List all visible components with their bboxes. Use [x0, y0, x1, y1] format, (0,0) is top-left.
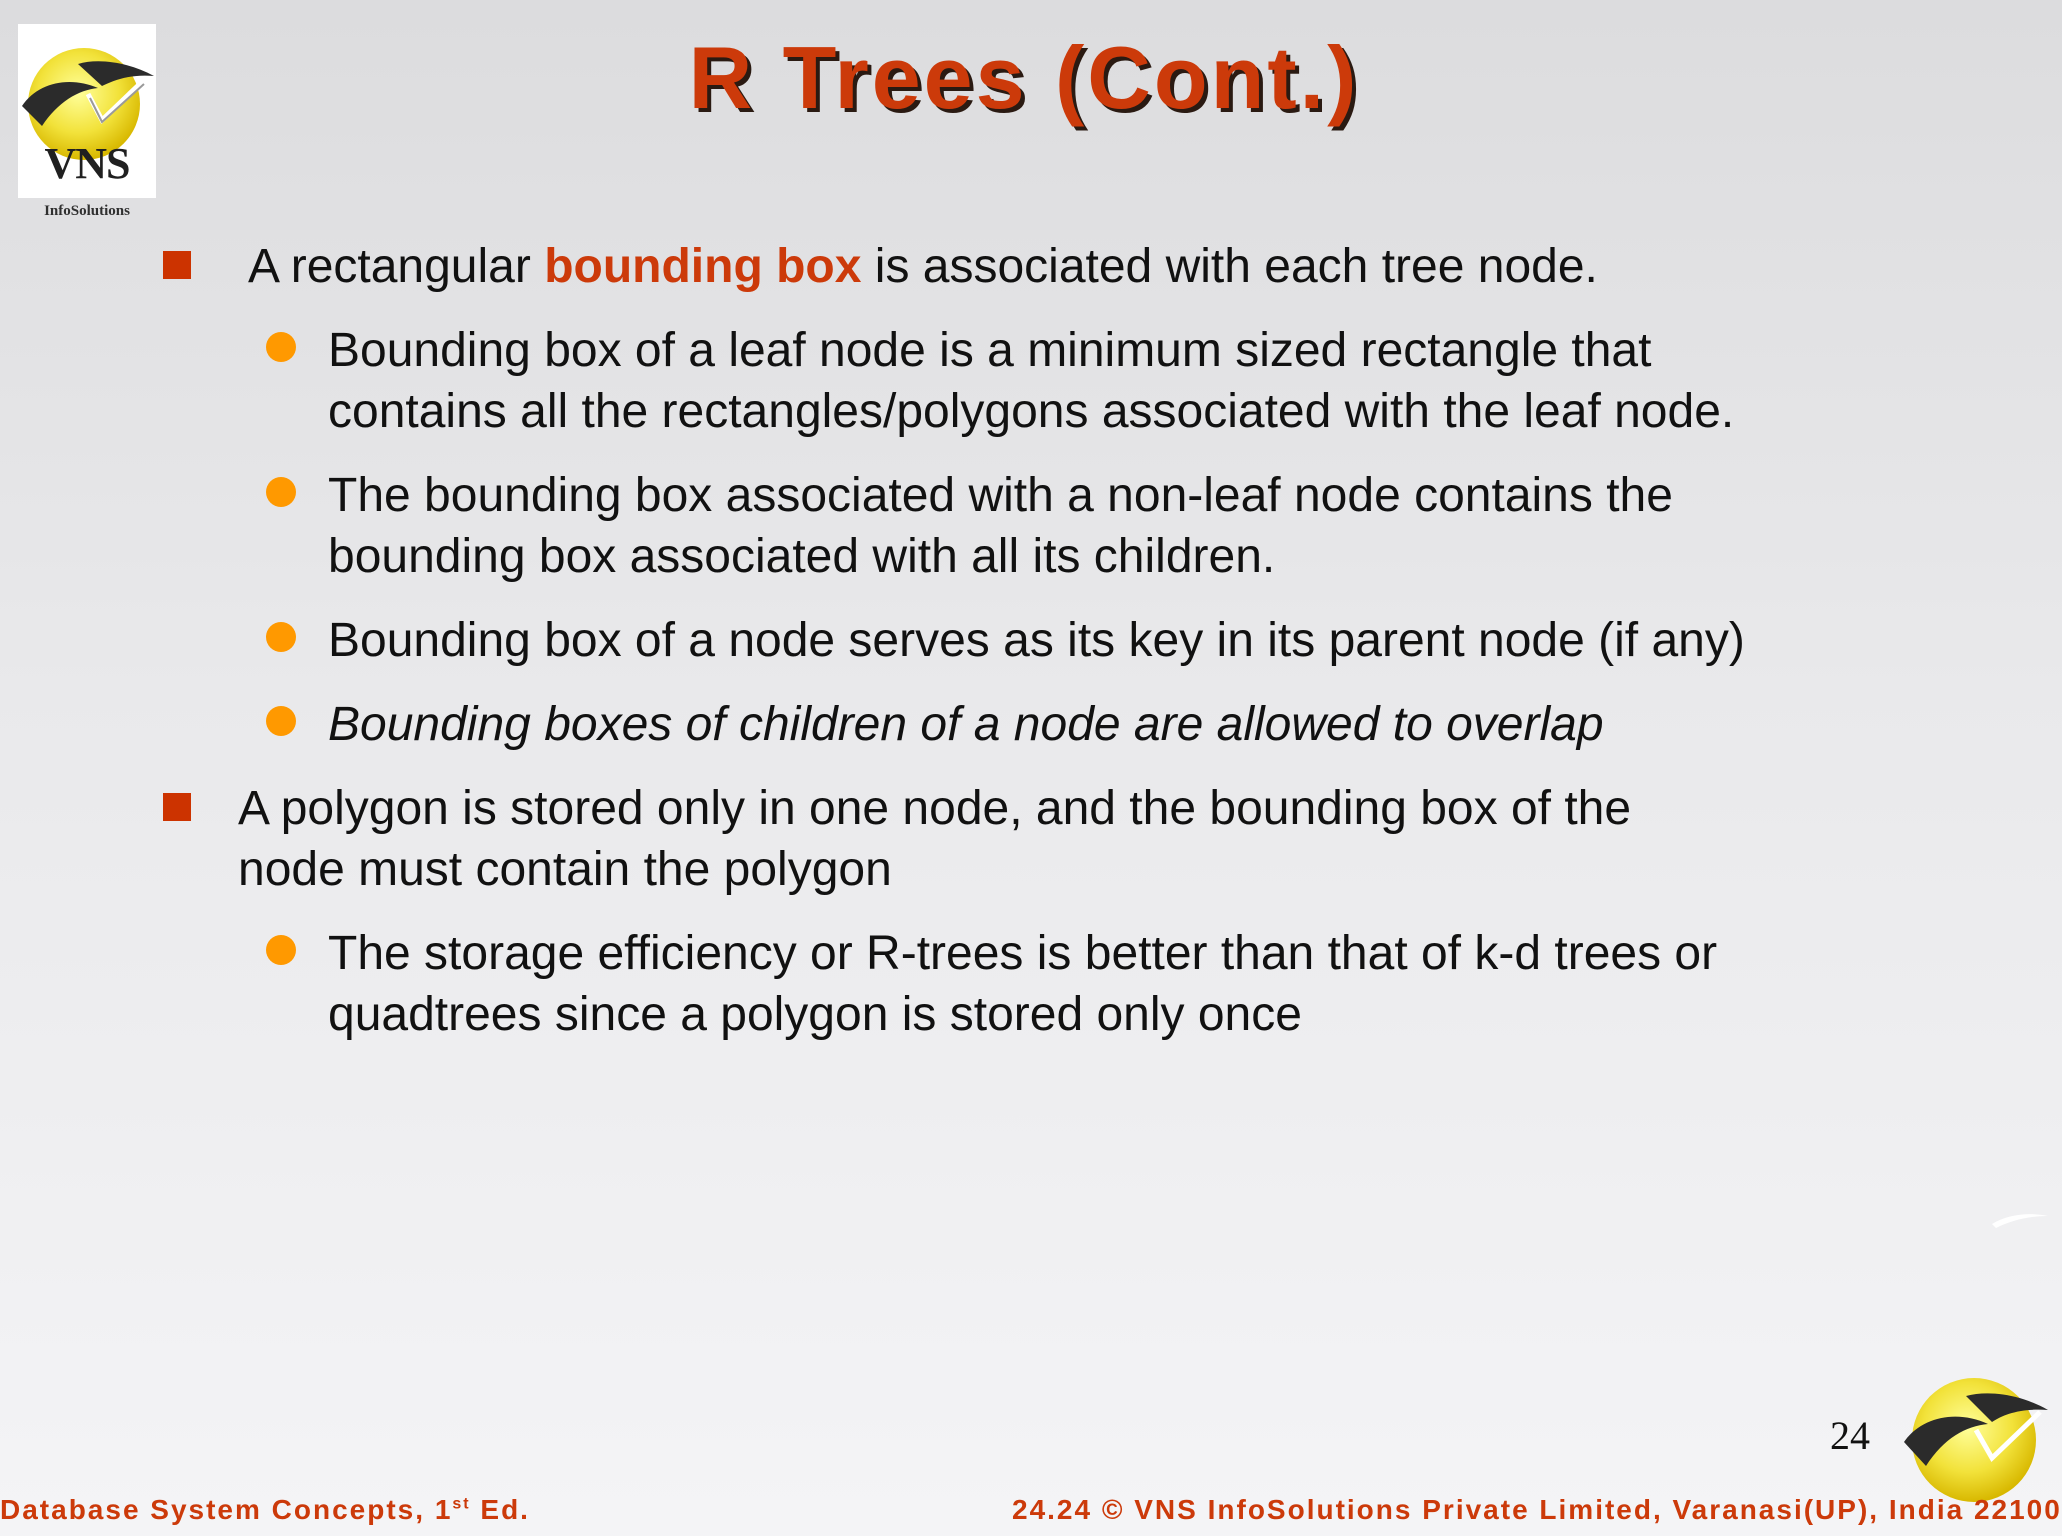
swoosh-decoration-icon	[1990, 1210, 2048, 1230]
circle-bullet-icon	[266, 332, 296, 362]
logo-subtitle: InfoSolutions	[44, 203, 130, 219]
bullet-1-post: is associated with each tree node.	[861, 240, 1598, 293]
bullet-1-1-line-1: Bounding box of a leaf node is a minimum sized rectangle that	[328, 324, 1652, 377]
footer-right: 24.24 © VNS InfoSolutions Private Limited, Varanasi(UP), India 22100	[1012, 1494, 2062, 1525]
circle-bullet-icon	[266, 706, 296, 736]
bullet-1-2-line-1: The bounding box associated with a non-leaf node contains the	[328, 469, 1673, 522]
bullet-1-pre: A rectangular	[248, 240, 545, 293]
bullet-2-1-line-1: The storage efficiency or R-trees is better than that of k-d trees or	[328, 927, 1718, 980]
bullet-1-3: Bounding box of a node serves as its key in its parent node (if any)	[328, 614, 1745, 667]
circle-bullet-icon	[266, 935, 296, 965]
square-bullet-icon	[163, 793, 191, 821]
bullet-2-line-1: A polygon is stored only in one node, and the bounding box of the	[238, 782, 1632, 835]
corner-logo	[1900, 1370, 2048, 1490]
logo-emblem-icon	[1900, 1370, 2048, 1490]
circle-bullet-icon	[266, 477, 296, 507]
bullet-1-highlight: bounding box	[544, 240, 862, 293]
square-bullet-icon	[163, 251, 191, 279]
bullet-1-1-line-2: contains all the rectangles/polygons associated with the leaf node.	[328, 385, 1735, 438]
footer-left-sup: st	[452, 1495, 471, 1513]
bullet-1-2-line-2: bounding box associated with all its children.	[328, 530, 1276, 583]
bullet-2-line-2: node must contain the polygon	[238, 843, 892, 896]
page-number: 24	[1830, 1413, 1870, 1458]
footer-left-post: Ed.	[470, 1494, 530, 1525]
logo-name: VNS	[44, 139, 130, 188]
bullet-2-1	[328, 923, 1717, 1045]
circle-bullet-icon	[266, 622, 296, 652]
footer-left	[0, 1494, 530, 1526]
bullet-1-4: Bounding boxes of children of a node are allowed to overlap	[328, 698, 1604, 751]
bullet-2-1-line-2: quadtrees since a polygon is stored only once	[328, 988, 1302, 1041]
bullet-1-1	[328, 320, 1734, 442]
bullet-1	[248, 236, 1598, 297]
bullet-1-2	[328, 465, 1673, 587]
footer-left-pre: Database System Concepts, 1	[0, 1494, 453, 1525]
slide-title: R Trees (Cont.)	[688, 28, 1360, 127]
bullet-2	[238, 778, 1631, 900]
